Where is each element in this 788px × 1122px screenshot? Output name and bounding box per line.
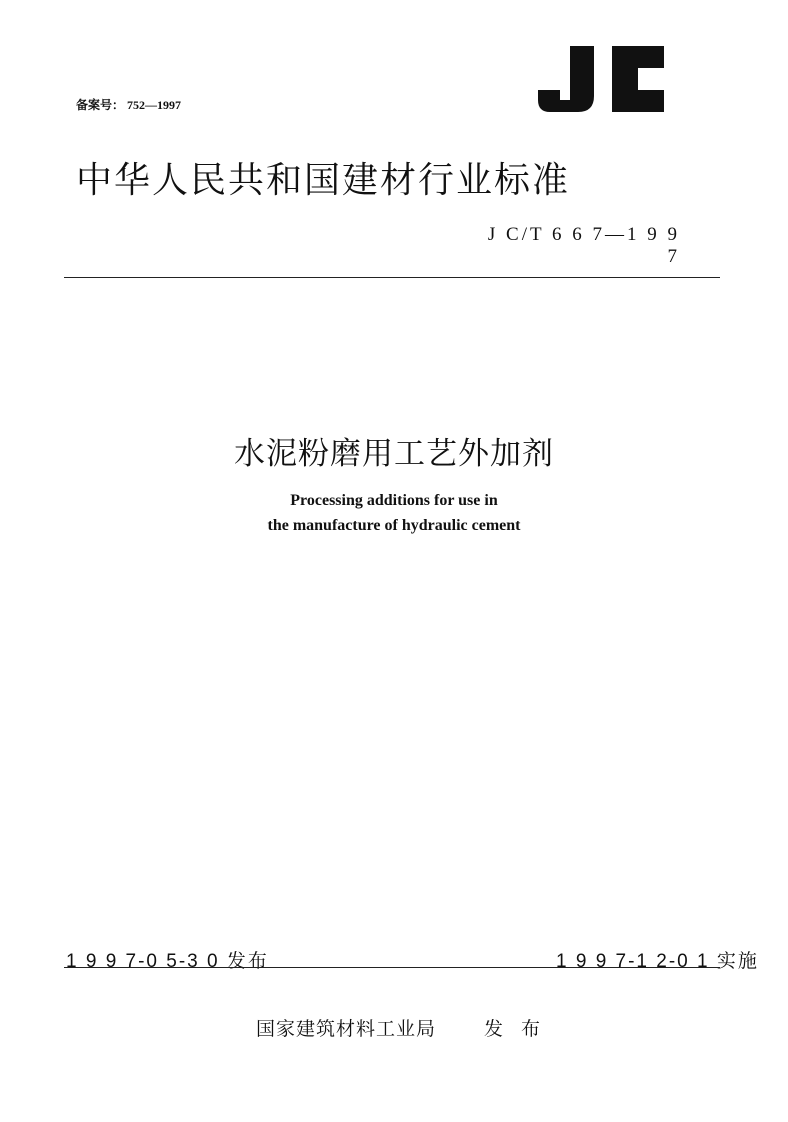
publisher-name: 国家建筑材料工业局 (256, 1018, 437, 1040)
publish-date: 1 9 9 7-0 5-3 0 发布 (66, 951, 269, 972)
footer-divider (64, 967, 720, 968)
jc-logo (538, 46, 664, 112)
document-title-en (0, 488, 788, 538)
effective-date: 1 9 9 7-1 2-0 1 实施 (556, 951, 759, 972)
publish-label: 发 布 (484, 1018, 547, 1040)
header-divider (64, 277, 720, 278)
title-en-line2: the manufacture of hydraulic cement (267, 517, 521, 534)
record-number: 备案号： 752—1997 (76, 98, 182, 112)
document-title-cn: 水泥粉磨用工艺外加剂 (234, 436, 554, 472)
title-en-line1: Processing additions for use in (290, 492, 498, 509)
standard-title: 中华人民共和国建材行业标准 (76, 160, 571, 201)
standard-code: J C/T 6 6 7—1 9 9 7 (487, 224, 680, 267)
